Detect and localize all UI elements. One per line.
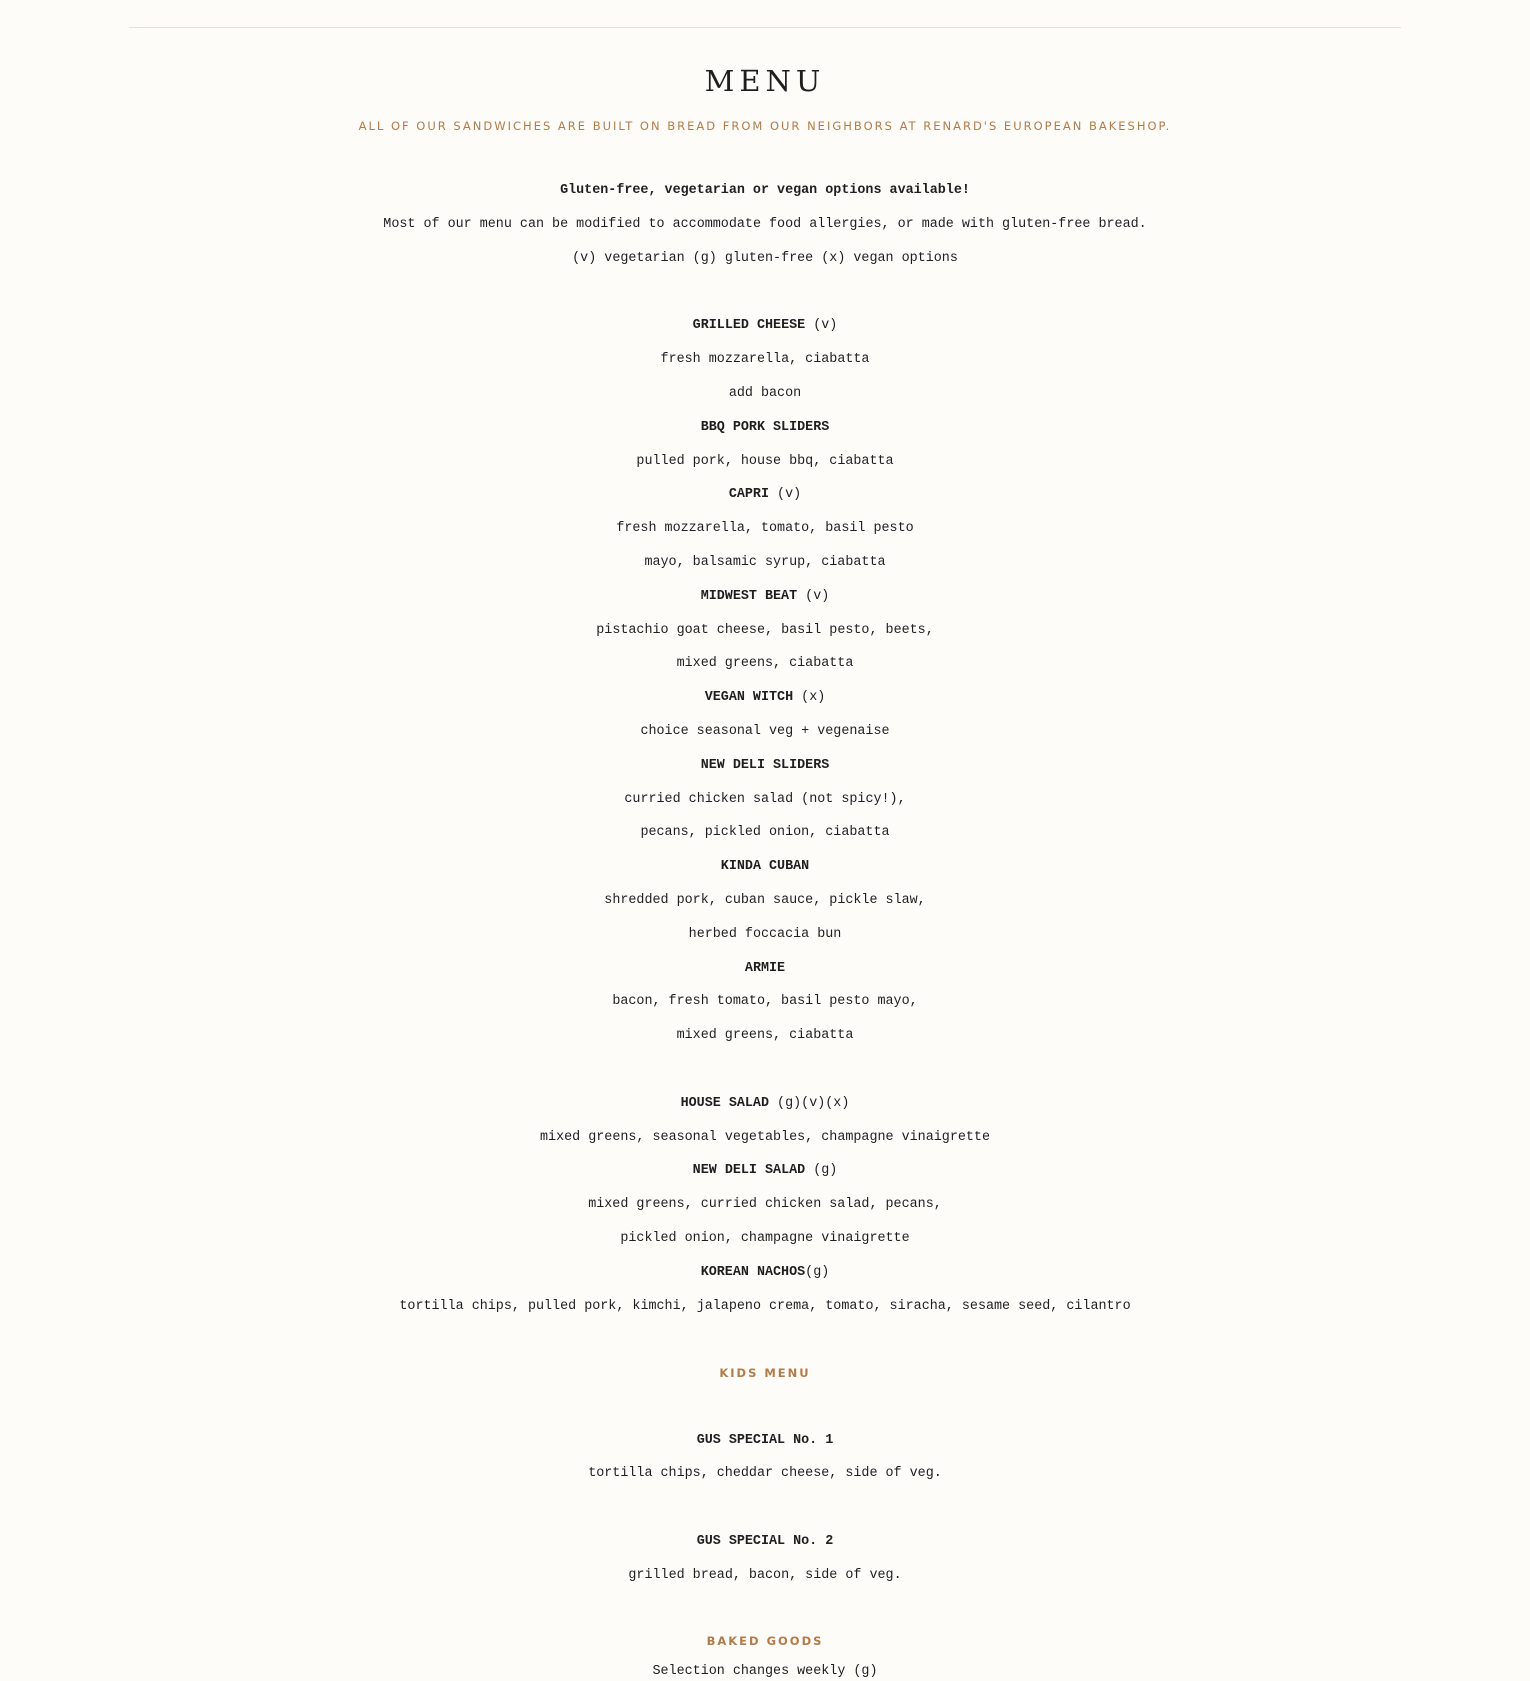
menu-item-description: mixed greens, seasonal vegetables, champagne vinaigrette (540, 1130, 990, 1145)
menu-item-description: bacon, fresh tomato, basil pesto mayo, (612, 994, 918, 1009)
menu-item-description: mixed greens, ciabatta (676, 1028, 854, 1043)
menu-item-description: tortilla chips, cheddar cheese, side of veg. (588, 1466, 942, 1481)
menu-item-description: fresh mozzarella, ciabatta (660, 352, 870, 367)
menu-item-description: grilled bread, bacon, side of veg. (628, 1568, 902, 1583)
menu-item-title: CAPRI (v) (728, 487, 802, 502)
menu-item-description: mixed greens, ciabatta (676, 656, 854, 671)
menu-item-description: mayo, balsamic syrup, ciabatta (644, 555, 886, 570)
menu-item-title: GUS SPECIAL No. 1 (696, 1433, 834, 1448)
menu-item-title: GUS SPECIAL No. 2 (696, 1534, 834, 1549)
bakery-subtitle: ALL OF OUR SANDWICHES ARE BUILT ON BREAD FROM OUR NEIGHBORS AT RENARD'S EUROPEAN BAKESHOP. (358, 119, 1172, 133)
top-divider (129, 27, 1401, 28)
baked-goods-note: Selection changes weekly (g) (652, 1664, 878, 1679)
menu-item-description: pickled onion, champagne vinaigrette (620, 1231, 910, 1246)
diet-legend: (v) vegetarian (g) gluten-free (x) vegan options (572, 251, 958, 266)
menu-item-title: MIDWEST BEAT (v) (700, 589, 830, 604)
menu-item-description: pecans, pickled onion, ciabatta (640, 825, 890, 840)
menu-item-description: fresh mozzarella, tomato, basil pesto (616, 521, 914, 536)
menu-item-description: shredded pork, cuban sauce, pickle slaw, (604, 893, 926, 908)
menu-item-title: VEGAN WITCH (x) (704, 690, 826, 705)
menu-item-description: add bacon (728, 386, 802, 401)
intro-headline: Gluten-free, vegetarian or vegan options available! (560, 183, 970, 198)
menu-item-title: ARMIE (744, 961, 786, 976)
menu-item-description: choice seasonal veg + vegenaise (640, 724, 890, 739)
baked-goods-heading: BAKED GOODS (706, 1634, 824, 1648)
menu-item-title: GRILLED CHEESE (v) (692, 318, 838, 333)
menu-item-title: HOUSE SALAD (g)(v)(x) (680, 1096, 850, 1111)
menu-item-title: NEW DELI SALAD (g) (692, 1163, 838, 1178)
menu-item-title: KOREAN NACHOS(g) (700, 1265, 830, 1280)
menu-item-description: mixed greens, curried chicken salad, pecans, (588, 1197, 942, 1212)
menu-item-title: BBQ PORK SLIDERS (700, 420, 830, 435)
menu-item-description: pistachio goat cheese, basil pesto, beets, (596, 623, 934, 638)
menu-item-description: herbed foccacia bun (688, 927, 842, 942)
intro-note: Most of our menu can be modified to accommodate food allergies, or made with gluten-free bread. (383, 217, 1147, 232)
menu-item-title: KINDA CUBAN (720, 859, 810, 874)
kids-menu-heading: KIDS MENU (719, 1366, 811, 1380)
page-title: MENU (704, 64, 826, 98)
menu-item-description: curried chicken salad (not spicy!), (624, 792, 906, 807)
menu-item-description: pulled pork, house bbq, ciabatta (636, 454, 894, 469)
menu-item-description: tortilla chips, pulled pork, kimchi, jalapeno crema, tomato, siracha, sesame seed, cilantro (399, 1299, 1131, 1314)
menu-item-title: NEW DELI SLIDERS (700, 758, 830, 773)
